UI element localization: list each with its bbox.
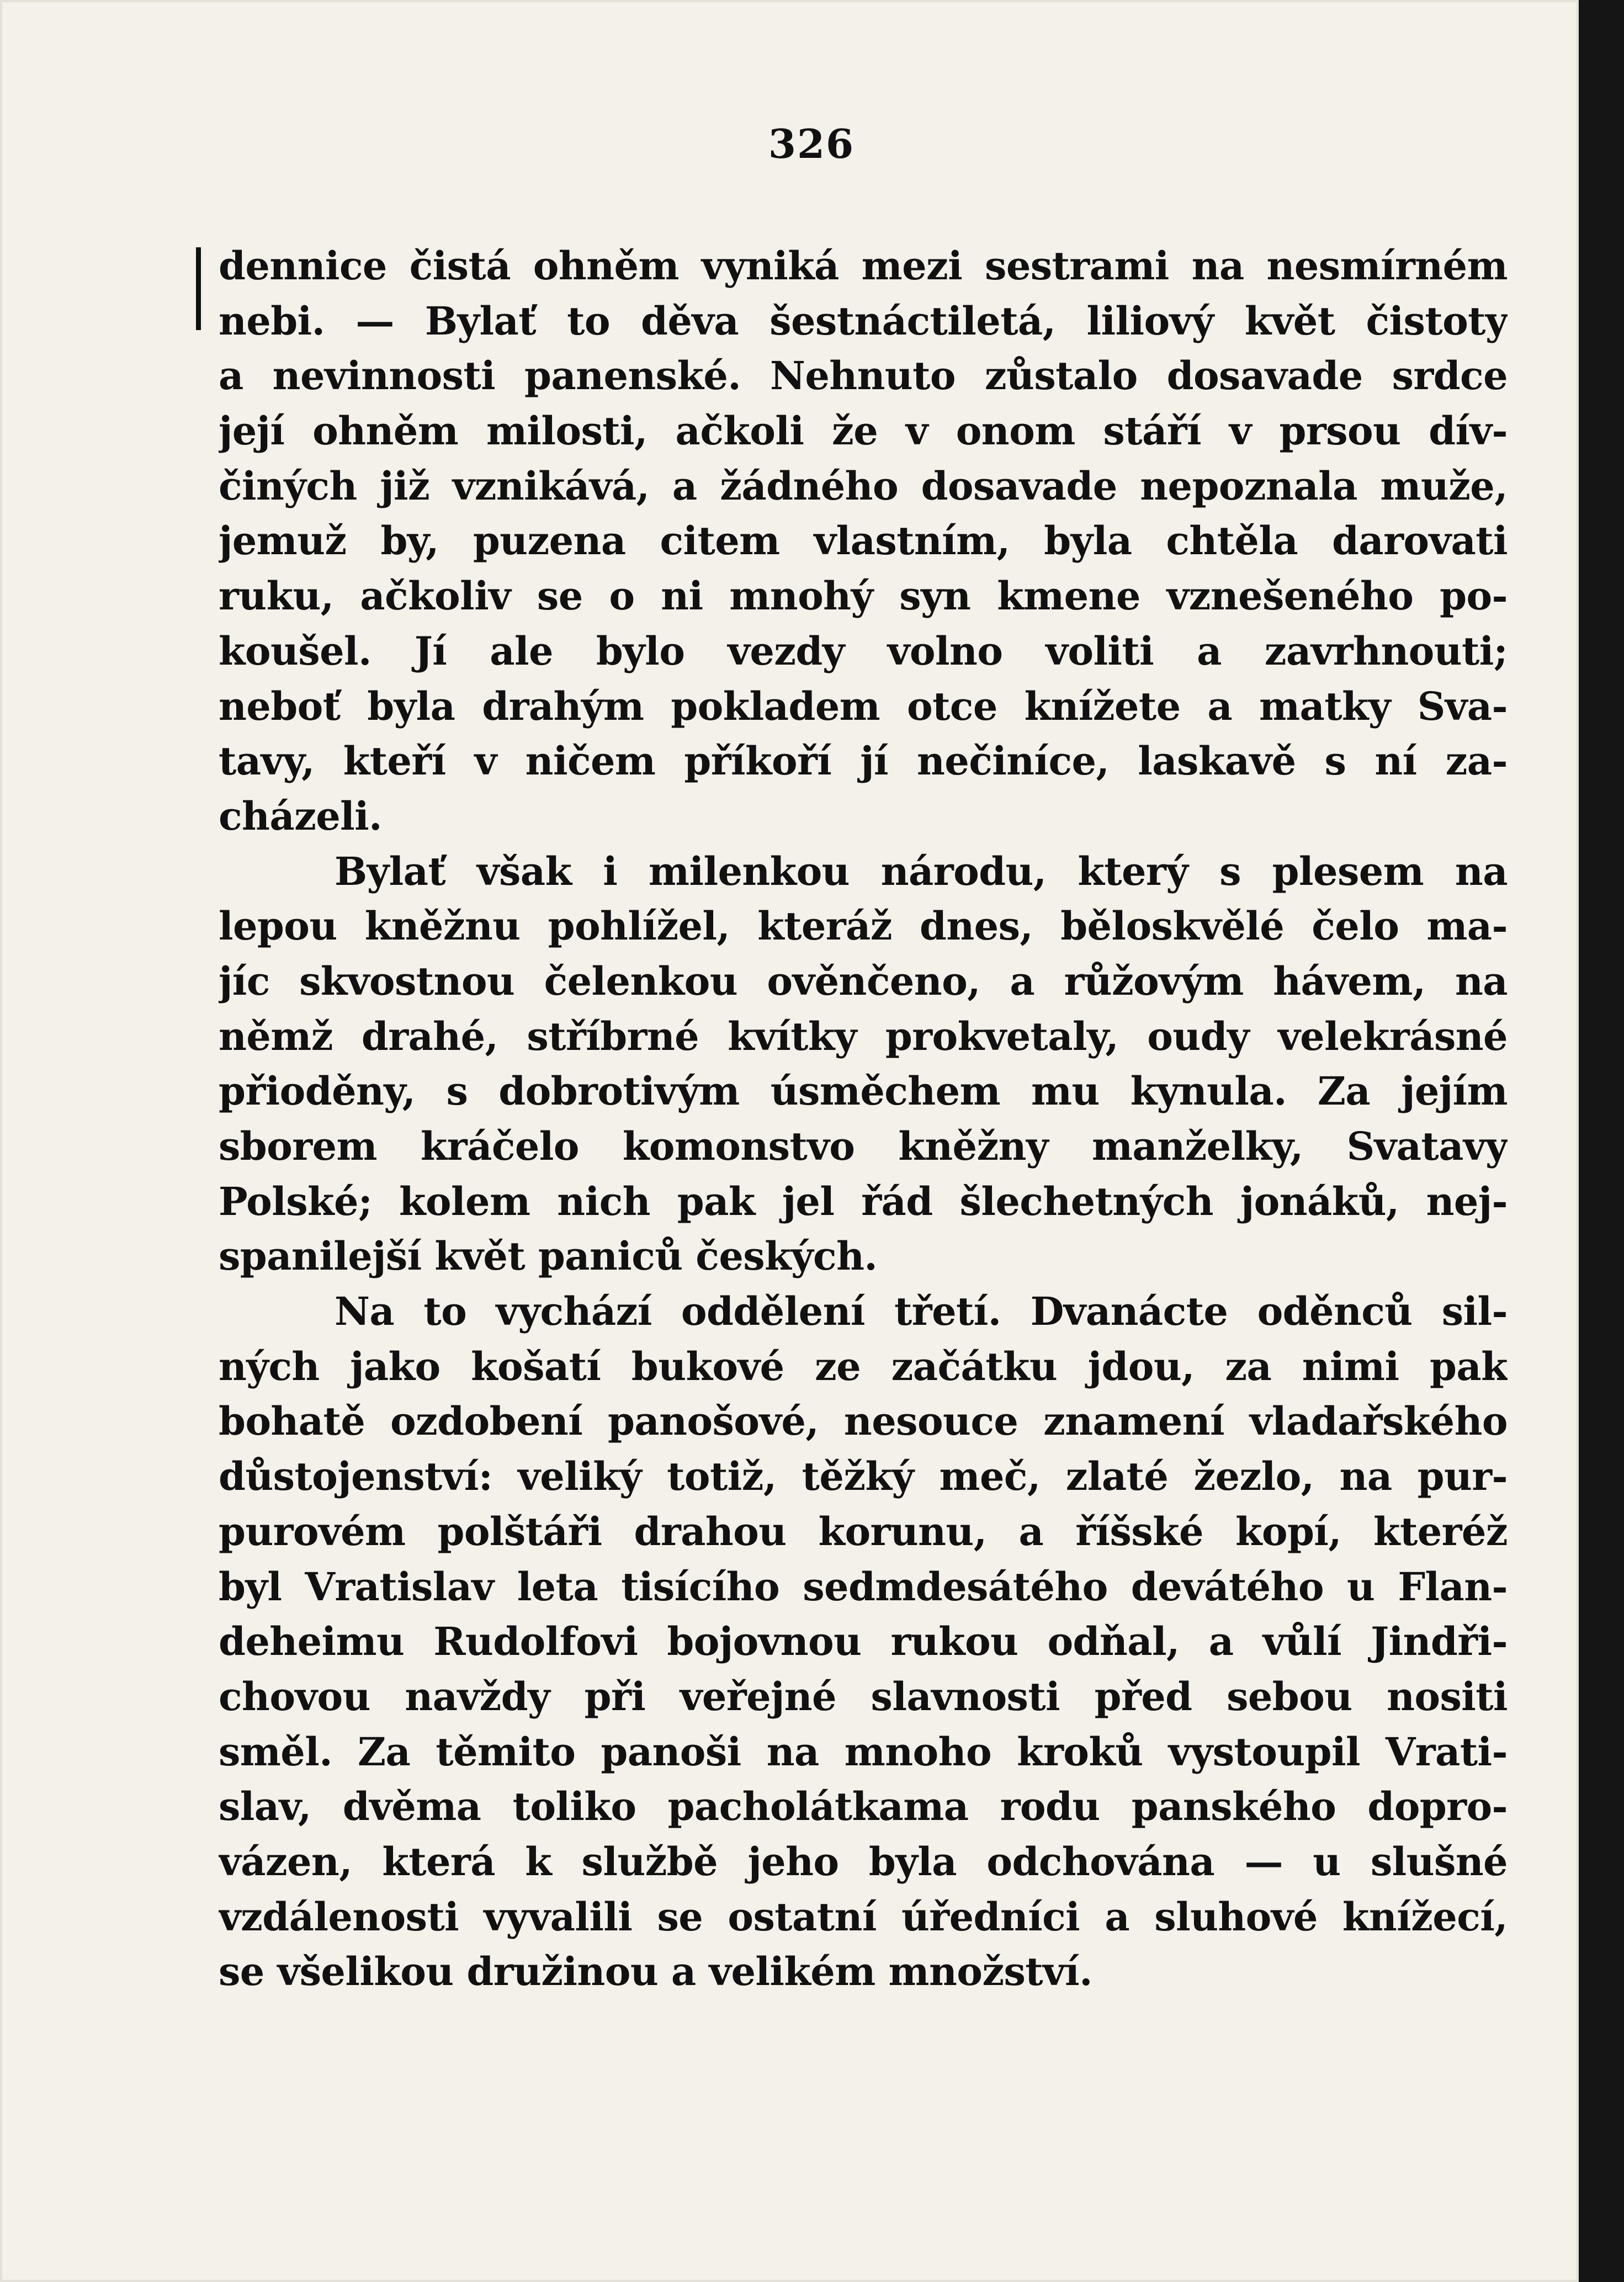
text-line: ruku, ačkoliv se o ni mnohý syn kmene vznešeného po- — [219, 573, 1508, 619]
text-line: směl. Za těmito panoši na mnoho kroků vystoupil Vrati- — [219, 1728, 1508, 1775]
text-line: vzdálenosti vyvalili se ostatní úředníci a sluhové knížecí, — [219, 1893, 1508, 1940]
text-line: Na to vychází oddělení třetí. Dvanácte oděnců sil- — [335, 1288, 1508, 1335]
text-line: slav, dvěma toliko pacholátkama rodu panského dopro- — [219, 1784, 1508, 1830]
text-line: sborem kráčelo komonstvo kněžny manželky, Svatavy — [219, 1123, 1508, 1169]
text-line: přioděny, s dobrotivým úsměchem mu kynula. Za jejím — [219, 1068, 1508, 1115]
text-line: dennice čistá ohněm vyniká mezi sestrami na nesmírném — [219, 243, 1508, 289]
text-line: činých již vznikává, a žádného dosavade nepoznala muže, — [219, 463, 1508, 509]
text-line: koušel. Jí ale bylo vezdy volno voliti a zavrhnouti; — [219, 628, 1508, 674]
body-text — [219, 238, 1508, 1999]
text-line: jemuž by, puzena citem vlastním, byla chtěla darovati — [219, 518, 1508, 564]
text-line: deheimu Rudolfovi bojovnou rukou odňal, a vůlí Jindři- — [219, 1618, 1508, 1665]
text-line: nebi. — Bylať to děva šestnáctiletá, liliový květ čistoty — [219, 298, 1508, 344]
text-line: bohatě ozdobení panošové, nesouce znamení vladařského — [219, 1398, 1508, 1445]
page-number: 326 — [768, 120, 855, 167]
text-line: němž drahé, stříbrné kvítky prokvetaly, oudy velekrásné — [219, 1013, 1508, 1059]
text-line: lepou kněžnu pohlížel, kteráž dnes, běloskvělé čelo ma- — [219, 903, 1508, 949]
text-line: její ohněm milosti, ačkoli že v onom stáří v prsou dív- — [219, 408, 1508, 454]
text-line: Bylať však i milenkou národu, který s plesem na — [335, 848, 1508, 894]
text-line: jíc skvostnou čelenkou ověnčeno, a růžovým hávem, na — [219, 958, 1508, 1004]
text-line: důstojenství: veliký totiž, těžký meč, zlaté žezlo, na pur- — [219, 1453, 1508, 1500]
text-line: cházeli. — [219, 793, 382, 839]
text-line: purovém polštáři drahou korunu, a říšské kopí, kteréž — [219, 1508, 1508, 1554]
text-line: vázen, která k službě jeho byla odchována — u slušné — [219, 1838, 1508, 1885]
text-line: ných jako košatí bukové ze začátku jdou, za nimi pak — [219, 1343, 1508, 1389]
text-line: neboť byla drahým pokladem otce knížete a matky Sva- — [219, 683, 1508, 729]
text-line: Polské; kolem nich pak jel řád šlechetných jonáků, nej- — [219, 1178, 1508, 1224]
text-line: byl Vratislav leta tisícího sedmdesátého devátého u Flan- — [219, 1563, 1508, 1610]
margin-rule — [196, 247, 201, 330]
text-line: se všelikou družinou a velikém množství. — [219, 1949, 1092, 1995]
text-line: a nevinnosti panenské. Nehnuto zůstalo dosavade srdce — [219, 353, 1508, 399]
text-line: spanilejší květ paniců českých. — [219, 1233, 878, 1280]
text-line: chovou navždy při veřejné slavnosti před sebou nositi — [219, 1673, 1508, 1720]
text-line: tavy, kteří v ničem příkoří jí nečiníce, laskavě s ní za- — [219, 738, 1508, 784]
